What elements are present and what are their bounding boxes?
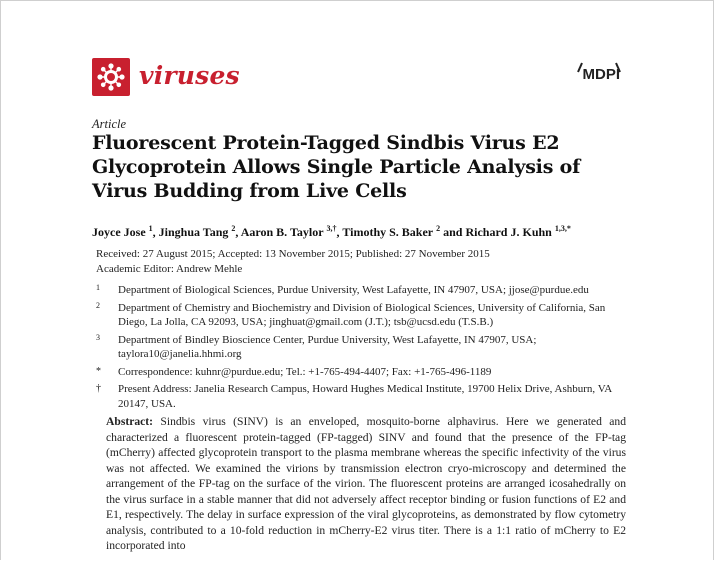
- author: Aaron B. Taylor $^{3,\dagger}$,: [240, 224, 343, 239]
- affiliation-mark: 1: [96, 283, 100, 292]
- journal-header: [92, 58, 620, 102]
- journal-name: viruses: [139, 61, 240, 90]
- affiliation-list: [96, 283, 626, 414]
- affiliation-text: Department of Bindley Bioscience Center, Purdue University, West Lafayette, IN 47907, USA; taylora10@janelia.hhmi.org: [118, 333, 537, 360]
- abstract-label: Abstract:: [106, 415, 154, 428]
- author: Jinghua Tang $^2$,: [158, 224, 241, 239]
- paper-title: Fluorescent Protein-Tagged Sindbis Virus E2 Glycoprotein Allows Single Particle Analysis of Virus Budding from Live Cells: [92, 132, 581, 202]
- abstract: [106, 414, 626, 554]
- author: Joyce Jose $^1$,: [92, 224, 159, 239]
- affiliation-text: Present Address: Janelia Research Campus, Howard Hughes Medical Institute, 19700 Helix Drive, Ashburn, VA 20147, USA.: [118, 383, 612, 410]
- affiliation-mark: *: [96, 365, 101, 377]
- article-type: Article: [92, 117, 127, 131]
- affiliation-text: Correspondence: kuhnr@purdue.edu; Tel.: +1-765-494-4407; Fax: +1-765-496-1189: [118, 365, 492, 378]
- correspondence: [96, 365, 626, 380]
- abstract-text: Sindbis virus (SINV) is an enveloped, mosquito-borne alphavirus. Here we generated and characterized a fluorescent protein-tagged (FP-tagged) SINV and found that the presence of the FP-tag (mCherry) affected glycoprotein transport to the plasma membrane whereas the specific infectivity of the virus was not affected. We examined the virions by transmission electron cryo-microscopy and determined the arrangement of the FP-tag on the surface of the virion. The fluorescent proteins are arranged icosahedrally on the virus surface in a stable manner that did not adversely affect receptor binding or fusion functions of E2 and E1, respectively. The delay in surface expression of the viral glycoproteins, as demonstrated by flow cytometry analysis, contributed to a 10-fold reduction in mCherry-E2 virus titer. There is a 1:1 ratio of mCherry to E2 incorporated into: [106, 415, 626, 552]
- publication-dates: [96, 247, 656, 277]
- affiliation-mark: 3: [96, 332, 100, 342]
- author: Richard J. Kuhn $^{1,3,*}$: [465, 224, 571, 239]
- publisher-logo: MDPI: [582, 66, 620, 83]
- dates-line: Received: 27 August 2015; Accepted: 13 November 2015; Published: 27 November 2015: [96, 248, 490, 260]
- affiliation: [96, 333, 626, 362]
- affiliation-mark: 2: [96, 300, 100, 310]
- virus-logo-icon: [92, 58, 130, 96]
- affiliation: [96, 301, 626, 330]
- academic-editor: Academic Editor: Andrew Mehle: [96, 263, 243, 275]
- affiliation-text: Department of Chemistry and Biochemistry and Division of Biological Sciences, University of California, San Diego, La Jolla, CA 92093, USA; jinghuat@gmail.com (J.T.); tsb@ucsd.edu (T.S.B.): [118, 301, 606, 328]
- present-address: [96, 382, 626, 411]
- affiliation: [96, 283, 626, 298]
- author: Timothy S. Baker $^2$ and: [342, 224, 466, 239]
- affiliation-text: Department of Biological Sciences, Purdue University, West Lafayette, IN 47907, USA; jjose@purdue.edu: [118, 284, 589, 296]
- affiliation-mark: †: [96, 383, 101, 394]
- author-list: [92, 224, 652, 240]
